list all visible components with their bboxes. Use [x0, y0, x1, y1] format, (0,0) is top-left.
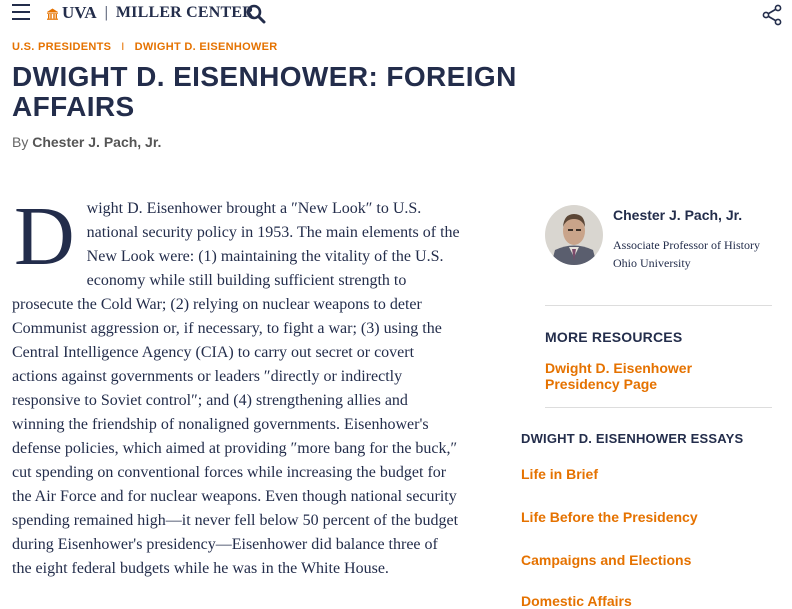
author-affiliation — [613, 236, 760, 272]
logo-uva-text: UVA — [62, 3, 97, 22]
breadcrumb-dwight-eisenhower[interactable]: DWIGHT D. EISENHOWER — [134, 41, 278, 53]
article-body-text: wight D. Eisenhower brought a ″New Look″ to U.S. national security policy in 1953. The main elements of the New Look were: (1) maintaining the vitality of the U.S. economy while still building sufficient strength to prosecute the Cold War; (2) relying on nuclear weapons to deter Communist aggression or, if necessary, to fight a war; (3) using the Central Intelligence Agency (CIA) to carry out secret or covert actions against governments or leaders ″directly or indirectly responsive to Soviet control″; and (4) strengthening allies and winning the friendship of nonaligned governments. Eisenhower's defense policies, which aimed at providing ″more bang for the buck,″ cut spending on conventional forces while increasing the budget for the Air Force and for nuclear weapons. Even though national security spending remained high—it never fell below 50 percent of the budget during Eisenhower's presidency—Eisenhower did balance three of the eight federal budgets while he was in the White House. — [12, 200, 460, 577]
breadcrumb-us-presidents[interactable]: U.S. PRESIDENTS — [12, 41, 112, 53]
byline-author[interactable]: Chester J. Pach, Jr. — [32, 134, 162, 150]
top-navigation-bar — [0, 0, 792, 28]
essay-link-life-before-presidency[interactable]: Life Before the Presidency — [521, 509, 698, 525]
essays-heading: DWIGHT D. EISENHOWER ESSAYS — [521, 431, 744, 446]
breadcrumb — [12, 41, 278, 53]
byline-prefix: By — [12, 134, 29, 150]
author-name[interactable]: Chester J. Pach, Jr. — [613, 207, 743, 223]
page-title: DWIGHT D. EISENHOWER: FOREIGN AFFAIRS — [12, 61, 517, 122]
presidency-page-link[interactable]: Dwight D. Eisenhower Presidency Page — [545, 360, 693, 392]
search-icon[interactable] — [246, 4, 266, 24]
sidebar-divider-top — [545, 305, 772, 306]
uva-miller-center-logo[interactable] — [46, 3, 254, 23]
breadcrumb-separator: I — [121, 41, 125, 53]
sidebar-divider-bottom — [545, 407, 772, 408]
drop-cap: D — [14, 190, 75, 283]
author-avatar[interactable] — [545, 205, 603, 265]
author-title-line1: Associate Professor of History — [613, 238, 760, 252]
byline — [12, 134, 161, 150]
share-icon[interactable] — [761, 4, 783, 26]
author-title-line2: Ohio University — [613, 256, 691, 270]
essay-link-life-in-brief[interactable]: Life in Brief — [521, 466, 599, 482]
logo-separator: | — [104, 4, 108, 21]
logo-miller-center-text: MILLER CENTER — [115, 4, 255, 21]
essay-link-domestic-affairs[interactable]: Domestic Affairs — [521, 593, 632, 609]
article-body — [12, 190, 460, 581]
essay-link-campaigns-elections[interactable]: Campaigns and Elections — [521, 552, 692, 568]
hamburger-menu-icon[interactable] — [12, 4, 30, 20]
rotunda-icon — [46, 7, 59, 20]
more-resources-heading: MORE RESOURCES — [545, 329, 683, 345]
